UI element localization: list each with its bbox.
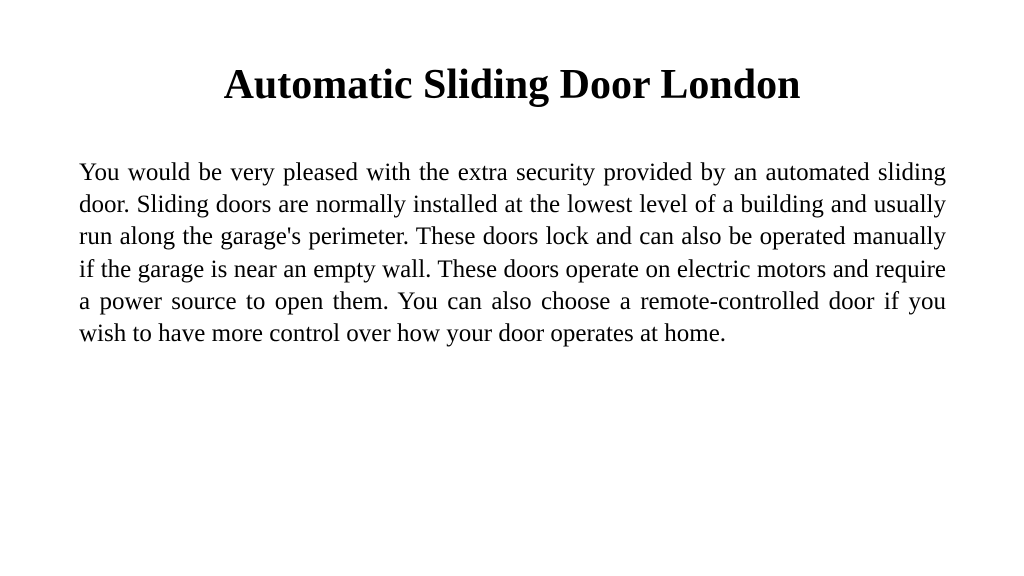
slide-title: Automatic Sliding Door London (223, 62, 801, 108)
slide-body-text: You would be very pleased with the extra security provided by an automated sliding door. Sliding doors are normally installed at the lowest level of a building and usually run along the garage's perimeter. These doors lock and can also be operated manually if the garage is near an empty wall. These doors operate on electric motors and require a power source to open them. You can also choose a remote-controlled door if you wish to have more control over how your door operates at home. (79, 159, 946, 348)
